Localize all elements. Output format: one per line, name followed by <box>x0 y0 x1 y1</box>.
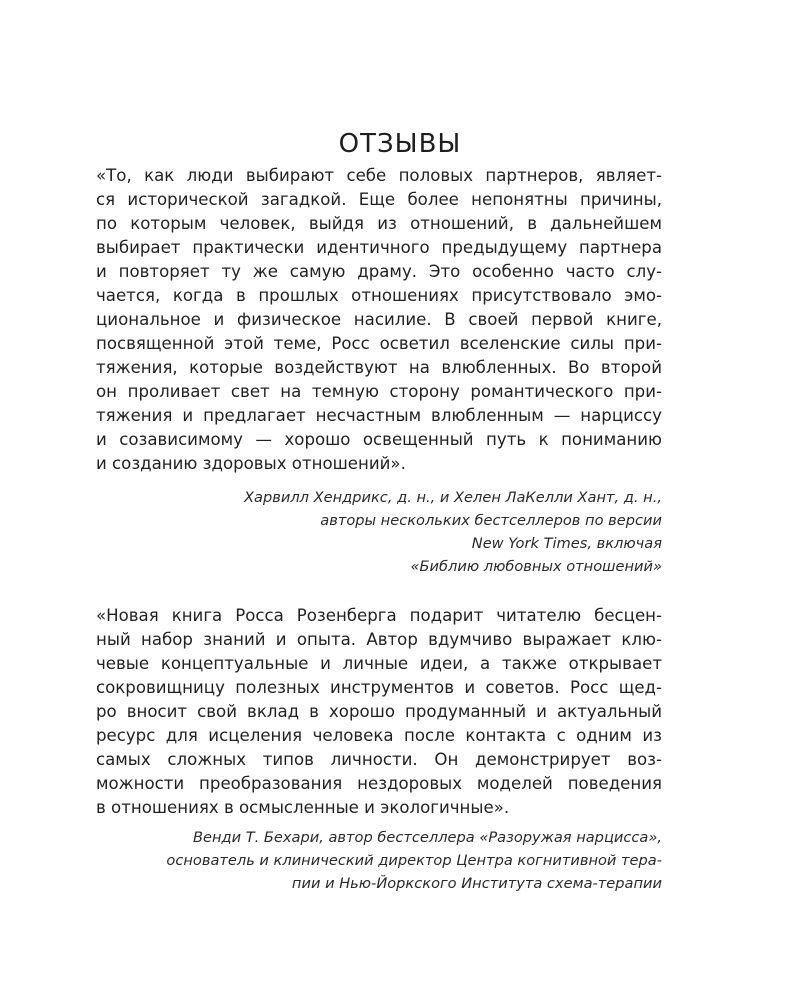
quote-line: и повторяет ту же самую драму. Это особенно часто слу- <box>96 262 662 281</box>
quote-line: сокровищницу полезных инструментов и советов. Росс щед- <box>96 678 662 697</box>
attribution-line: пии и Нью-Йоркского Института схема-терапии <box>291 875 662 892</box>
review-attribution <box>62 486 662 578</box>
quote-line: можности преобразования нездоровых моделей поведения <box>96 774 662 793</box>
quote-line: ся исторической загадкой. Еще более непонятны причины, <box>96 190 662 209</box>
attribution-line: «Библию любовных отношений» <box>410 558 662 575</box>
attribution-line: Харвилл Хендрикс, д. н., и Хелен ЛаКелли Хант, д. н., <box>244 489 662 506</box>
attribution-line: New York Times, включая <box>471 535 662 552</box>
quote-line: посвященной этой теме, Росс осветил вселенские силы при- <box>96 334 662 353</box>
attribution-line: основатель и клинический директор Центра когнитивной тера- <box>166 852 662 869</box>
attribution-line: Венди Т. Бехари, автор бестселлера «Разоружая нарцисса», <box>192 829 662 846</box>
quote-line: чевые концептуальные и личные идеи, а также открывает <box>96 654 662 673</box>
quote-line: тяжения и предлагает несчастным влюбленным — нарциссу <box>96 406 662 425</box>
quote-line: в отношениях в осмысленные и экологичные». <box>96 798 510 817</box>
quote-line: «То, как люди выбирают себе половых партнеров, являет- <box>96 166 662 185</box>
quote-line: он проливает свет на темную сторону романтического при- <box>96 382 662 401</box>
review-attribution <box>62 826 662 895</box>
quote-line: чается, когда в прошлых отношениях присутствовало эмо- <box>96 286 662 305</box>
quote-line: ресурс для исцеления человека после контакта с одним из <box>96 726 662 745</box>
quote-line: циональное и физическое насилие. В своей первой книге, <box>96 310 662 329</box>
attribution-line: авторы нескольких бестселлеров по версии <box>320 512 662 529</box>
review-quote <box>96 164 662 476</box>
quote-line: по которым человек, выйдя из отношений, в дальнейшем <box>96 214 662 233</box>
quote-line: самых сложных типов личности. Он демонстрирует воз- <box>96 750 662 769</box>
quote-line: ный набор знаний и опыта. Автор вдумчиво выражает клю- <box>96 630 662 649</box>
quote-line: и созданию здоровых отношений». <box>96 454 406 473</box>
quote-line: и созависимому — хорошо освещенный путь к пониманию <box>96 430 662 449</box>
review-quote <box>96 604 662 820</box>
quote-line: ро вносит свой вклад в хорошо продуманный и актуальный <box>96 702 662 721</box>
quote-line: тяжения, которые воздействуют на влюбленных. Во второй <box>96 358 662 377</box>
quote-line: «Новая книга Росса Розенберга подарит читателю бесцен- <box>96 606 662 625</box>
quote-line: выбирает практически идентичного предыдущему партнера <box>96 238 662 257</box>
page-title: ОТЗЫВЫ <box>338 129 462 160</box>
